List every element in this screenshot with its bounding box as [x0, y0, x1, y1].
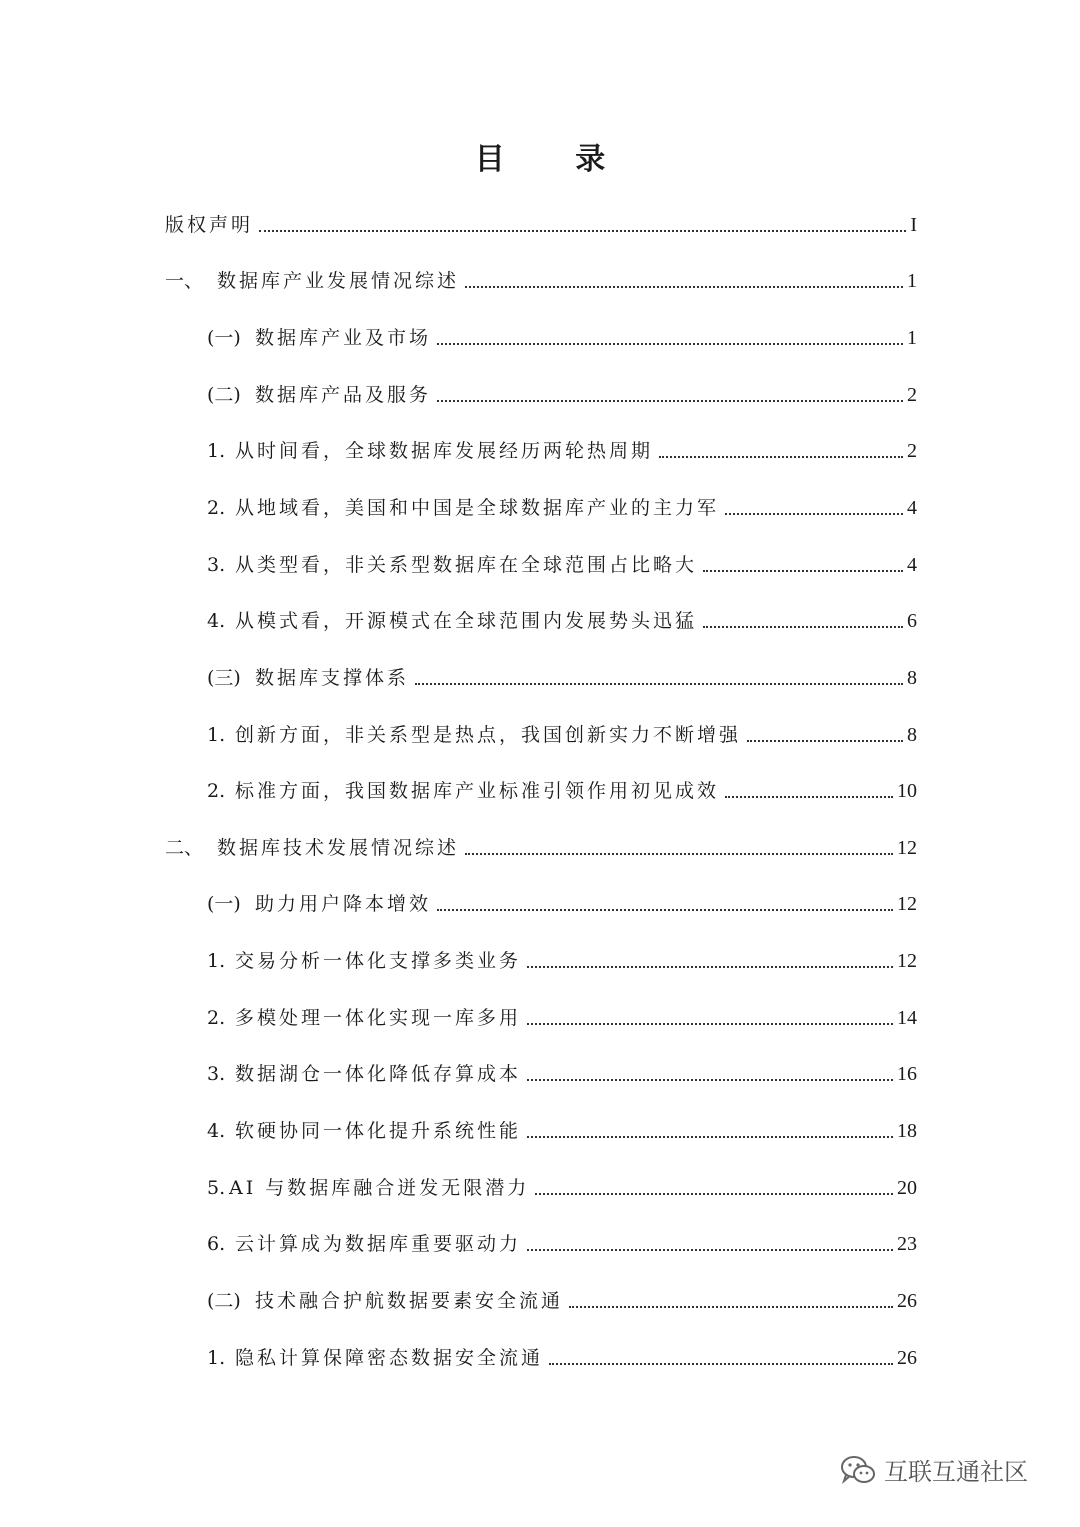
toc-leader-dots — [747, 740, 903, 742]
toc-entry-title: 数据库产业及市场 — [255, 327, 432, 349]
toc-page-number: 26 — [897, 1347, 917, 1369]
toc-entry-text — [207, 552, 697, 578]
toc-entry-number: 4. — [207, 1120, 226, 1142]
toc-page-number: 1 — [907, 270, 917, 292]
toc-entry-number: (二) — [207, 1290, 241, 1312]
toc-entry-title: 数据库产业发展情况综述 — [217, 270, 460, 292]
toc-entry-title: 云计算成为数据库重要驱动力 — [235, 1233, 522, 1255]
toc-entry-text — [207, 495, 719, 521]
toc-leader-dots — [549, 1363, 893, 1365]
toc-page-number: 4 — [907, 554, 917, 576]
toc-entry-title: 从模式看，开源模式在全球范围内发展势头迅猛 — [235, 610, 698, 632]
toc-entry-item[interactable] — [207, 1327, 917, 1371]
toc-page-number: 12 — [897, 837, 917, 859]
toc-entry-number: (一) — [207, 893, 241, 915]
toc-entry-item[interactable] — [207, 930, 917, 974]
toc-entry-text — [207, 778, 719, 804]
toc-entry-title: 创新方面，非关系型是热点，我国创新实力不断增强 — [235, 724, 742, 746]
toc-entry-text — [207, 1288, 563, 1314]
toc-page-number: 26 — [897, 1290, 917, 1312]
toc-entry-section-1-1[interactable] — [207, 307, 917, 351]
toc-entry-title: 技术融合护航数据要素安全流通 — [255, 1290, 564, 1312]
toc-entry-item[interactable] — [207, 987, 917, 1031]
toc-entry-number: 一、 — [165, 270, 204, 292]
toc-entry-number: 5. — [207, 1177, 226, 1199]
toc-entry-number: 6. — [207, 1233, 226, 1255]
toc-leader-dots — [527, 966, 893, 968]
toc-leader-dots — [527, 1079, 893, 1081]
toc-entry-number: 二、 — [165, 837, 204, 859]
toc-entry-number: 2. — [207, 780, 226, 802]
toc-entry-number: 4. — [207, 610, 226, 632]
toc-entry-text — [207, 1175, 529, 1201]
toc-entry-text — [207, 1061, 521, 1087]
toc-entry-number: 2. — [207, 497, 226, 519]
toc-page-number: 4 — [907, 497, 917, 519]
toc-page-number: 8 — [907, 667, 917, 689]
toc-leader-dots — [703, 570, 903, 572]
toc-page-number: 2 — [907, 384, 917, 406]
toc-page-number: 6 — [907, 610, 917, 632]
toc-entry-item[interactable] — [207, 534, 917, 578]
toc-leader-dots — [527, 1136, 893, 1138]
toc-leader-dots — [437, 343, 903, 345]
toc-entry-title: 数据库技术发展情况综述 — [217, 837, 460, 859]
toc-entry-section-1-2[interactable] — [207, 364, 917, 408]
toc-page-number: 20 — [897, 1177, 917, 1199]
toc-entry-text — [207, 1231, 521, 1257]
toc-entry-chapter-2[interactable] — [165, 817, 917, 861]
toc-entry-item[interactable] — [207, 590, 917, 634]
toc-entry-title: 隐私计算保障密态数据安全流通 — [235, 1347, 544, 1369]
toc-page-number: 12 — [897, 893, 917, 915]
toc-page-number: 1 — [907, 327, 917, 349]
toc-entry-number: 1. — [207, 950, 226, 972]
toc-leader-dots — [725, 796, 893, 798]
toc-leader-dots — [259, 230, 906, 232]
toc-leader-dots — [659, 456, 903, 458]
toc-leader-dots — [437, 909, 893, 911]
toc-entry-text — [207, 665, 409, 691]
toc-leader-dots — [535, 1193, 893, 1195]
toc-entry-number: (二) — [207, 384, 241, 406]
toc-entry-title: 标准方面，我国数据库产业标准引领作用初见成效 — [235, 780, 720, 802]
toc-entry-number: 1. — [207, 440, 226, 462]
toc-entry-number: 2. — [207, 1007, 226, 1029]
toc-entry-text — [207, 325, 431, 351]
toc-page-number: 8 — [907, 724, 917, 746]
toc-page-number: 2 — [907, 440, 917, 462]
toc-entry-number: 3. — [207, 554, 226, 576]
toc-entry-title: AI 与数据库融合迸发无限潜力 — [229, 1177, 530, 1199]
toc-page-number: 18 — [897, 1120, 917, 1142]
toc-leader-dots — [437, 400, 903, 402]
page-title: 目 录 — [474, 142, 636, 177]
toc-page-number: 10 — [897, 780, 917, 802]
toc-entry-item[interactable] — [207, 420, 917, 464]
toc-entry-item[interactable] — [207, 1100, 917, 1144]
toc-leader-dots — [725, 513, 903, 515]
toc-entry-text — [207, 1118, 521, 1144]
toc-entry-title: 交易分析一体化支撑多类业务 — [235, 950, 522, 972]
toc-entry-section-1-3[interactable] — [207, 647, 917, 691]
toc-entry-title: 多模处理一体化实现一库多用 — [235, 1007, 522, 1029]
toc-entry-number: 1. — [207, 1347, 226, 1369]
toc-entry-item[interactable] — [207, 704, 917, 748]
toc-entry-text — [165, 835, 459, 861]
toc-entry-number: 3. — [207, 1063, 226, 1085]
toc-entry-title: 软硬协同一体化提升系统性能 — [235, 1120, 522, 1142]
toc-entry-text — [207, 1345, 543, 1371]
toc-entry-item[interactable] — [207, 1157, 917, 1201]
toc-entry-text — [207, 722, 741, 748]
toc-entry-chapter-1[interactable] — [165, 250, 917, 294]
toc-entry-title: 从地域看，美国和中国是全球数据库产业的主力军 — [235, 497, 720, 519]
watermark — [840, 1452, 1028, 1487]
toc-entry-title: 助力用户降本增效 — [255, 893, 432, 915]
toc-entry-number: 1. — [207, 724, 226, 746]
toc-entry-item[interactable] — [207, 477, 917, 521]
toc-leader-dots — [527, 1023, 893, 1025]
toc-page-number: 12 — [897, 950, 917, 972]
toc-entry-item[interactable] — [207, 760, 917, 804]
toc-entry-text — [207, 1005, 521, 1031]
toc-entry-copyright[interactable] — [165, 194, 917, 238]
toc-entry-title: 数据库产品及服务 — [255, 384, 432, 406]
toc-leader-dots — [569, 1306, 893, 1308]
toc-page-number: 16 — [897, 1063, 917, 1085]
toc-entry-title: 数据库支撑体系 — [255, 667, 410, 689]
toc-leader-dots — [415, 683, 903, 685]
toc-leader-dots — [465, 853, 893, 855]
toc-entry-text: 版权声明 — [165, 214, 254, 236]
toc-entry-number: (三) — [207, 667, 241, 689]
toc-page-number: 23 — [897, 1233, 917, 1255]
toc-leader-dots — [465, 286, 903, 288]
toc-entry-number: (一) — [207, 327, 241, 349]
watermark-text: 互联互通社区 — [884, 1458, 1028, 1486]
toc-entry-text — [165, 268, 459, 294]
toc-entry-text — [207, 382, 431, 408]
toc-entry-title: 从类型看，非关系型数据库在全球范围占比略大 — [235, 554, 698, 576]
toc-page-number: I — [910, 214, 917, 236]
toc-leader-dots — [703, 626, 903, 628]
toc-page-number: 14 — [897, 1007, 917, 1029]
toc-entry-text — [207, 438, 653, 464]
toc-entry-item[interactable] — [207, 1043, 917, 1087]
toc-entry-section-2-2[interactable] — [207, 1270, 917, 1314]
toc-entry-text — [207, 608, 697, 634]
toc-entry-text — [207, 891, 431, 917]
toc-entry-item[interactable] — [207, 1213, 917, 1257]
toc-entry-text — [207, 948, 521, 974]
toc-entry-section-2-1[interactable] — [207, 873, 917, 917]
toc-leader-dots — [527, 1249, 893, 1251]
toc-entry-title: 数据湖仓一体化降低存算成本 — [235, 1063, 522, 1085]
wechat-icon — [840, 1455, 876, 1485]
toc-entry-title: 从时间看，全球数据库发展经历两轮热周期 — [235, 440, 654, 462]
